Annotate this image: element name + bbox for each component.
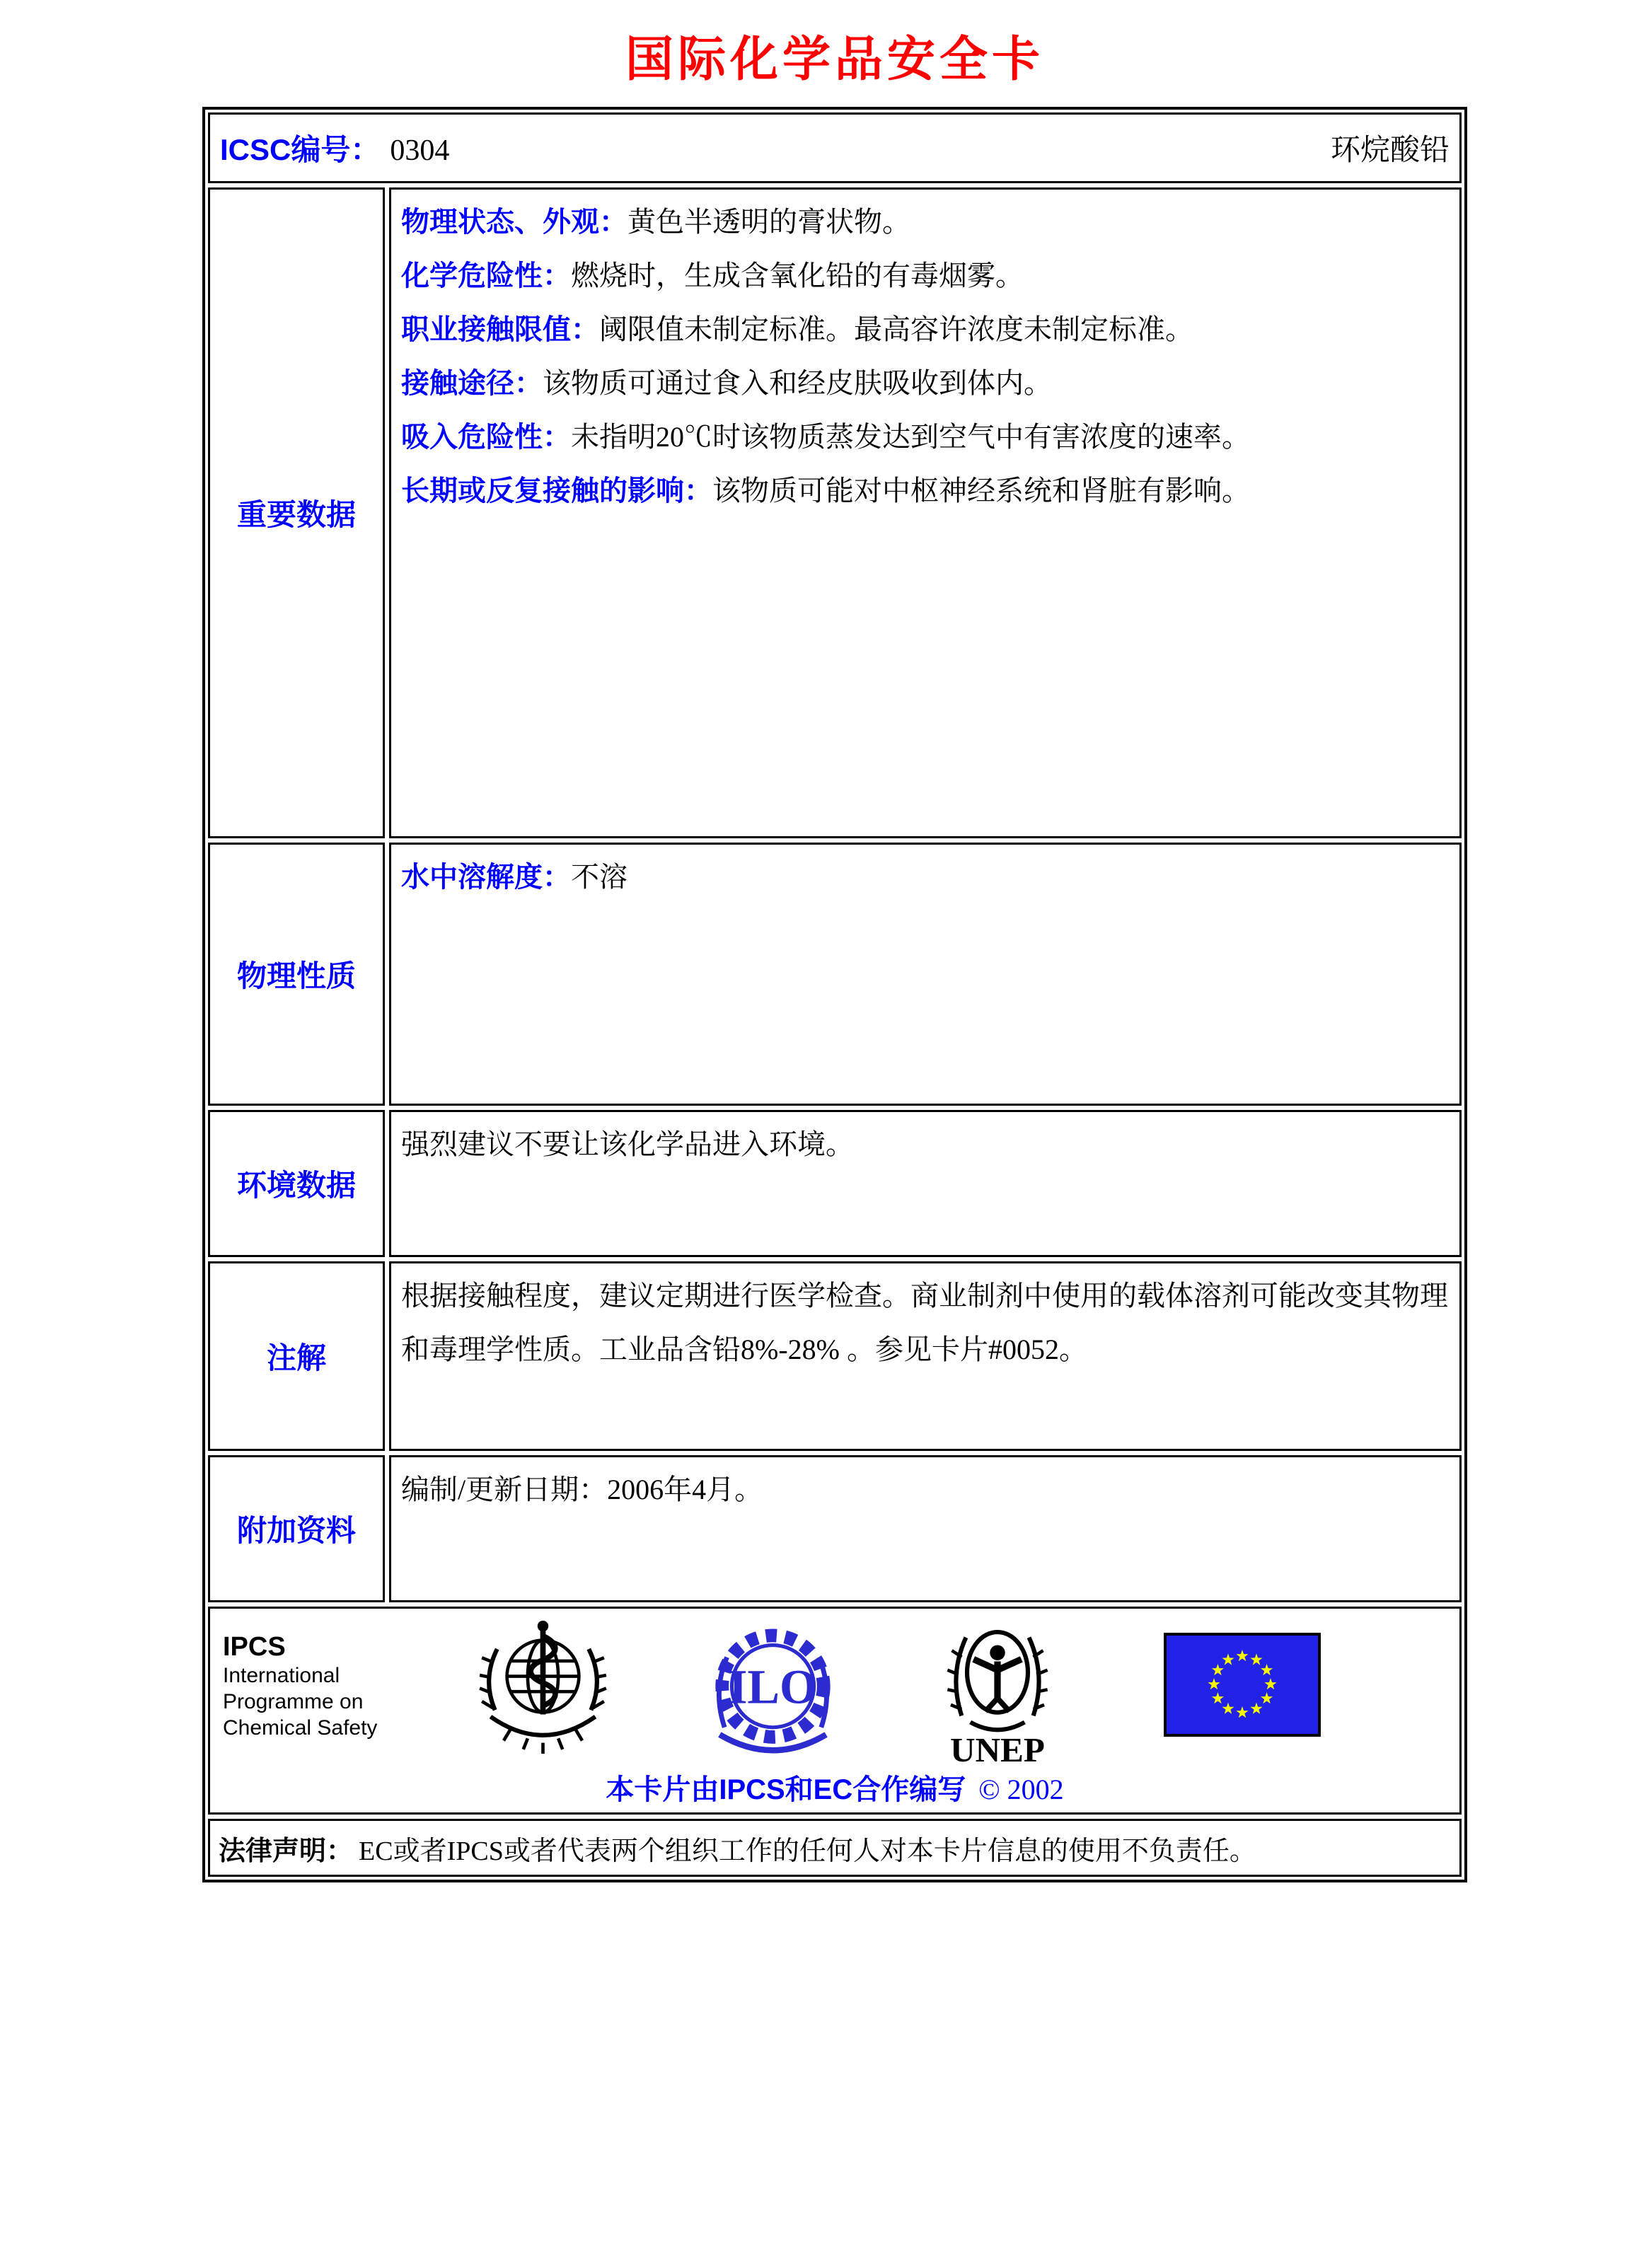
physical-properties-content	[389, 843, 1462, 1106]
header-row	[208, 112, 1462, 183]
row-footer	[208, 1607, 1462, 1815]
legal-text: EC或者IPCS或者代表两个组织工作的任何人对本卡片信息的使用不负责任。	[359, 1836, 1256, 1866]
section-label-physical-properties: 物理性质	[208, 843, 385, 1106]
section-label-important-data: 重要数据	[208, 187, 385, 838]
copyright-text: © 2002	[978, 1774, 1064, 1805]
row-environmental-data	[208, 1110, 1462, 1257]
additional-info-content	[389, 1455, 1462, 1602]
field-value: 根据接触程度，建议定期进行医学检查。商业制剂中使用的载体溶剂可能改变其物理和毒理学性质。工业品含铅8%-28% 。参见卡片#0052。	[401, 1280, 1448, 1365]
field-value: 黄色半透明的膏状物。	[627, 206, 910, 238]
field-notes-text	[401, 1269, 1450, 1377]
unep-logo	[937, 1616, 1058, 1768]
ipcs-line: International	[223, 1664, 340, 1687]
field-water-solubility	[401, 850, 1450, 904]
section-label-environmental-data: 环境数据	[208, 1110, 385, 1257]
legal-label: 法律声明：	[219, 1836, 354, 1866]
field-value: 编制/更新日期：2006年4月。	[401, 1474, 763, 1505]
field-value: 燃烧时，生成含氧化铅的有毒烟雾。	[571, 260, 1024, 291]
field-label: 长期或反复接触的影响：	[401, 475, 712, 507]
credit-line	[223, 1767, 1447, 1807]
field-inhalation-risk	[401, 410, 1450, 464]
row-important-data	[208, 187, 1462, 838]
who-logo	[478, 1616, 608, 1761]
icsc-number-group	[220, 127, 449, 169]
field-label: 水中溶解度：	[401, 862, 571, 893]
notes-content	[389, 1261, 1462, 1451]
field-value: 该物质可能对中枢神经系统和肾脏有影响。	[712, 475, 1250, 507]
credit-text: 本卡片由IPCS和EC合作编写	[606, 1774, 966, 1805]
icsc-number-label: ICSC编号：	[220, 133, 381, 166]
icsc-card-table	[202, 107, 1467, 1882]
field-environment-note	[401, 1118, 1450, 1171]
environmental-data-content	[389, 1110, 1462, 1257]
footer-logos	[223, 1613, 1447, 1768]
field-value: 该物质可通过食入和经皮肤吸收到体内。	[543, 367, 1052, 399]
legal-cell	[208, 1819, 1462, 1877]
field-label: 物理状态、外观：	[401, 207, 627, 238]
field-value: 阈限值未制定标准。最高容许浓度未制定标准。	[599, 313, 1193, 345]
field-chemical-danger	[401, 249, 1450, 303]
header-cell	[208, 112, 1462, 183]
row-legal	[208, 1819, 1462, 1877]
field-label: 吸入危险性：	[401, 422, 571, 453]
row-physical-properties	[208, 843, 1462, 1106]
field-label: 职业接触限值：	[401, 314, 599, 345]
field-label: 接触途径：	[401, 368, 543, 399]
eu-flag	[1164, 1633, 1321, 1737]
icsc-number-value: 0304	[390, 134, 450, 167]
ilo-monogram-text: ILO	[728, 1660, 818, 1714]
ilo-logo	[700, 1619, 845, 1764]
section-label-notes: 注解	[208, 1261, 385, 1451]
footer-cell	[208, 1607, 1462, 1815]
page-title: 国际化学品安全卡	[625, 33, 1044, 86]
field-value: 强烈建议不要让该化学品进入环境。	[401, 1128, 854, 1160]
field-value: 未指明20℃时该物质蒸发达到空气中有害浓度的速率。	[571, 421, 1250, 453]
ipcs-line: Chemical Safety	[223, 1716, 378, 1740]
chemical-name: 环烷酸铅	[1330, 134, 1450, 167]
field-label: 化学危险性：	[401, 260, 571, 291]
important-data-content	[389, 187, 1462, 838]
icsc-card-page	[0, 21, 1637, 2268]
field-value: 不溶	[571, 861, 627, 893]
row-additional-info	[208, 1455, 1462, 1602]
ipcs-acronym: IPCS	[223, 1632, 286, 1662]
ipcs-line: Programme on	[223, 1690, 364, 1713]
field-long-term-effects	[401, 464, 1450, 518]
field-physical-state	[401, 195, 1450, 249]
field-update-date	[401, 1463, 1450, 1517]
section-label-additional-info: 附加资料	[208, 1455, 385, 1602]
field-exposure-routes	[401, 357, 1450, 410]
unep-caption-text: UNEP	[950, 1730, 1045, 1768]
row-notes	[208, 1261, 1462, 1451]
ipcs-text-block	[223, 1613, 435, 1741]
field-occupational-limits	[401, 303, 1450, 357]
